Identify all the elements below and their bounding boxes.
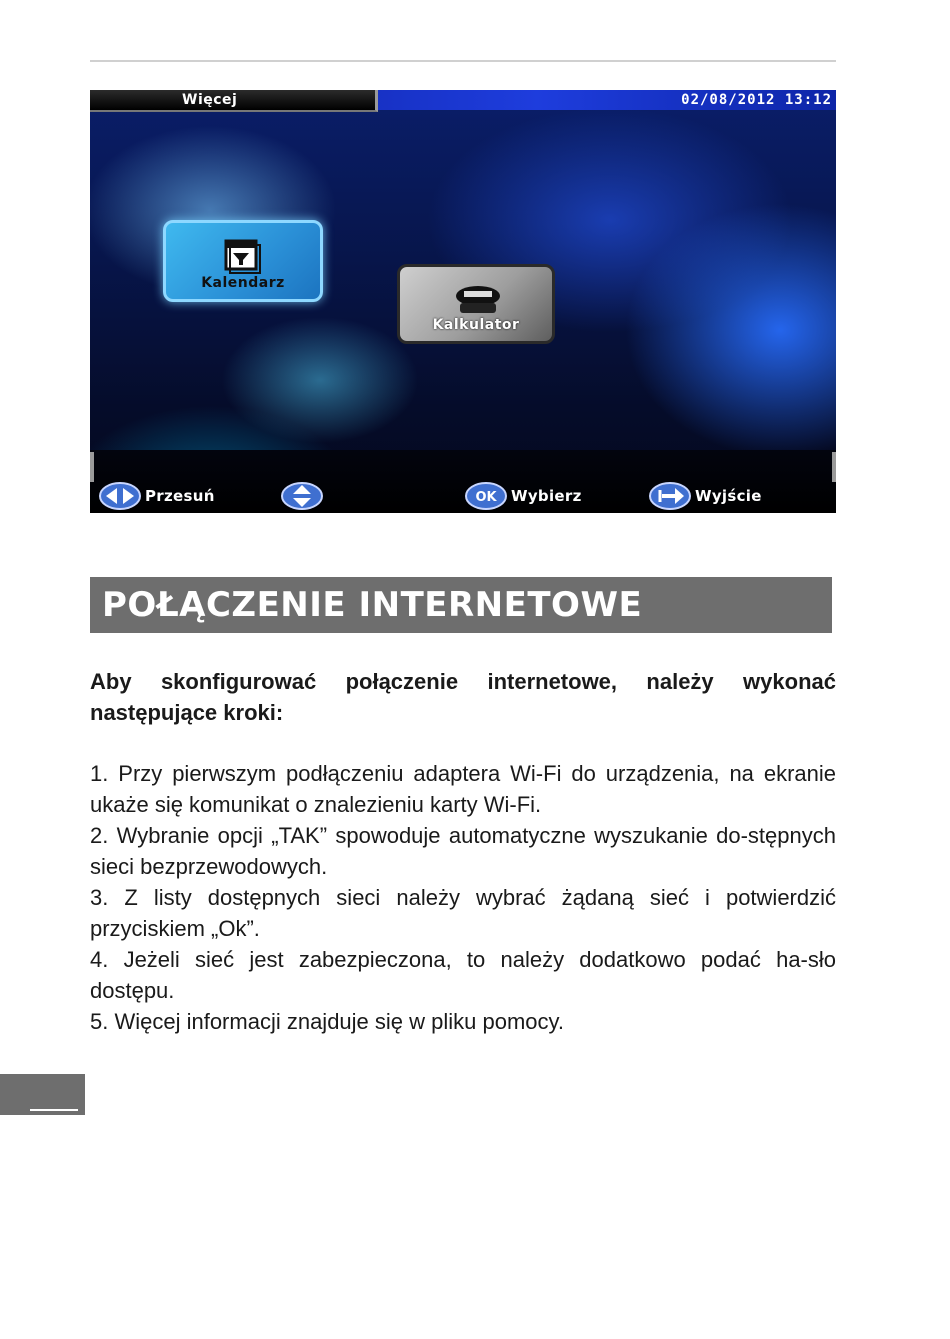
exit-arrow-icon: [648, 482, 692, 510]
app-label-kalkulator: Kalkulator: [432, 317, 520, 333]
app-label-kalendarz: Kalendarz: [201, 275, 285, 291]
hint-select-label: Wybierz: [511, 487, 582, 505]
up-down-arrows-icon: [280, 482, 324, 510]
hint-updown: [280, 482, 324, 510]
datetime-display: 02/08/2012 13:12: [681, 92, 832, 108]
ok-button-icon: [464, 482, 508, 510]
section-heading: [90, 577, 832, 633]
step-item: 4. Jeżeli sieć jest zabezpieczona, to należy dodatkowo podać ha-sło dostępu.: [90, 947, 836, 1003]
calculator-icon: [450, 283, 506, 317]
step-item: 2. Wybranie opcji „TAK” spowoduje automatyczne wyszukanie do-stępnych sieci bezprzewodowych.: [90, 823, 836, 879]
hint-exit-label: Wyjście: [695, 487, 762, 505]
header-rule: [90, 60, 836, 62]
section-heading-text: POŁĄCZENIE INTERNETOWE: [102, 585, 643, 625]
intro-paragraph: Aby skonfigurować połączenie internetowe, należy wykonać następujące kroki:: [90, 669, 836, 725]
tv-menu-screenshot: [90, 90, 836, 513]
app-tile-kalendarz[interactable]: [163, 220, 323, 302]
menu-title-box: [90, 90, 378, 112]
step-item: 3. Z listy dostępnych sieci należy wybrać żądaną sieć i potwierdzić przyciskiem „Ok”.: [90, 885, 836, 941]
step-item: 1. Przy pierwszym podłączeniu adaptera Wi-Fi do urządzenia, na ekranie ukaże się komunikat o znalezieniu karty Wi-Fi.: [90, 761, 836, 817]
hint-exit: [648, 482, 762, 510]
hint-select: [464, 482, 582, 510]
steps-list: [90, 758, 836, 1037]
calendar-icon: [220, 235, 264, 275]
left-right-arrows-icon: [98, 482, 142, 510]
hint-move-label: Przesuń: [145, 487, 215, 505]
page-tab-line: [30, 1109, 78, 1111]
step-item: 5. Więcej informacji znajduje się w pliku pomocy.: [90, 1009, 564, 1034]
menu-title: Więcej: [182, 92, 238, 108]
svg-text:OK: OK: [475, 490, 497, 505]
hint-move: [98, 482, 215, 510]
app-tile-kalkulator[interactable]: [397, 264, 555, 344]
hint-bar-edge-right: [832, 452, 836, 482]
hint-bar-edge-left: [90, 452, 94, 482]
